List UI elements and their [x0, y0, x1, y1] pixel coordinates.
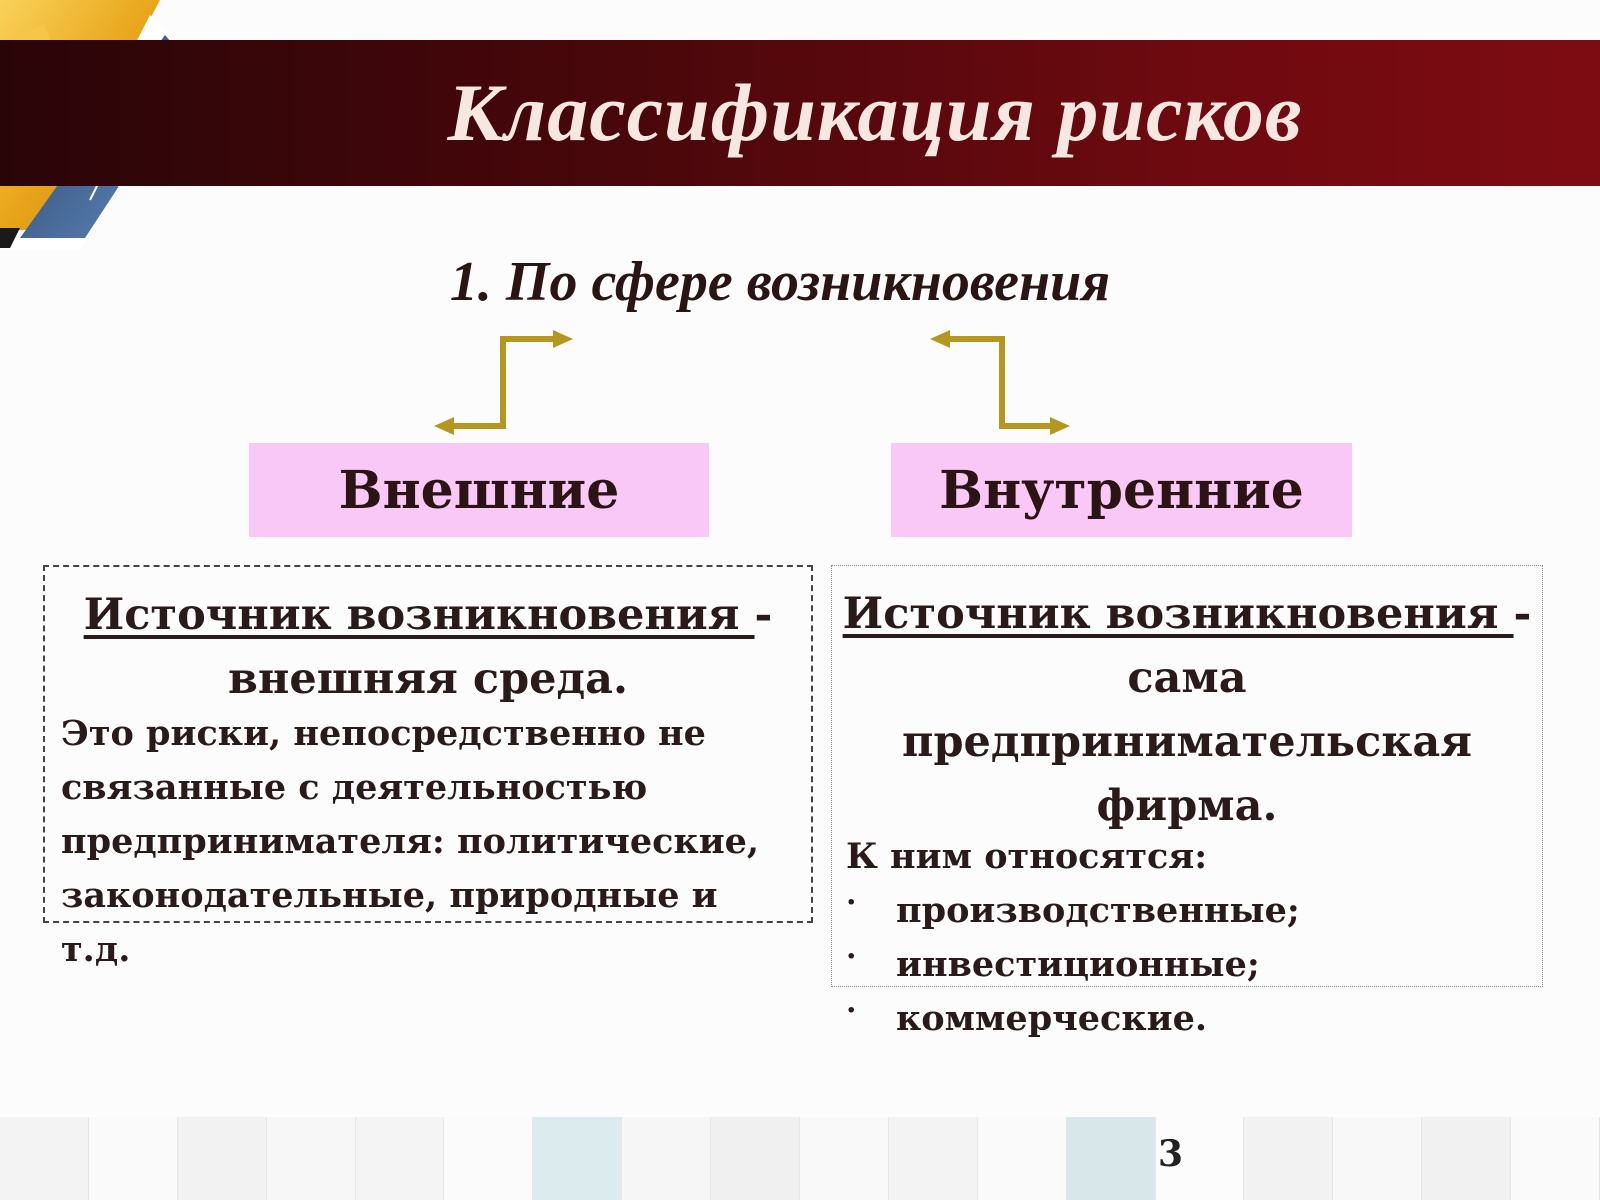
external-source-label: Источник возникновения — [83, 590, 755, 640]
arrowhead-right-top — [930, 330, 950, 348]
footer-decoration — [0, 1117, 1600, 1200]
page-number: 3 — [1158, 1133, 1184, 1175]
internal-source-label: Источник возникновения — [842, 589, 1514, 639]
list-item: · коммерческие. — [846, 992, 1546, 1046]
internal-source-heading — [832, 582, 1542, 838]
list-item: · инвестиционные; — [846, 938, 1546, 992]
connector-arrows — [0, 0, 1600, 460]
list-item: · производственные; — [846, 884, 1546, 938]
external-description-line: Это риски, непосредственно не — [61, 713, 706, 754]
internal-source-value-line: сама — [1127, 653, 1247, 703]
external-description-line: связанные с деятельностью — [61, 767, 648, 808]
external-description-line: законодательные, природные и т.д. — [61, 875, 718, 970]
slide-title: Классификация рисков — [447, 67, 1303, 158]
arrowhead-left-top — [553, 330, 573, 348]
internal-source-value-line: предпринимательская — [902, 717, 1472, 767]
category-external: Внешние — [249, 443, 709, 537]
external-source-value: внешняя среда. — [228, 654, 628, 704]
external-source-heading — [45, 583, 811, 711]
internal-list-intro: К ним относятся: — [846, 836, 1208, 877]
external-risks-panel — [43, 565, 813, 970]
internal-source-dash: - — [1513, 589, 1532, 639]
section-subtitle: 1. По сфере возникновения — [449, 251, 1111, 313]
external-source-dash: - — [754, 590, 773, 640]
right-connector-arrow — [948, 339, 1055, 426]
external-description — [45, 707, 811, 977]
internal-risk-list — [846, 830, 1546, 1046]
external-description-line: предпринимателя: политические, — [61, 821, 760, 862]
left-connector-arrow — [450, 339, 555, 426]
category-internal: Внутренние — [891, 443, 1352, 537]
internal-source-value-line: фирма. — [1096, 781, 1278, 831]
arrowhead-left-bottom — [434, 417, 454, 435]
arrowhead-right-bottom — [1050, 417, 1070, 435]
